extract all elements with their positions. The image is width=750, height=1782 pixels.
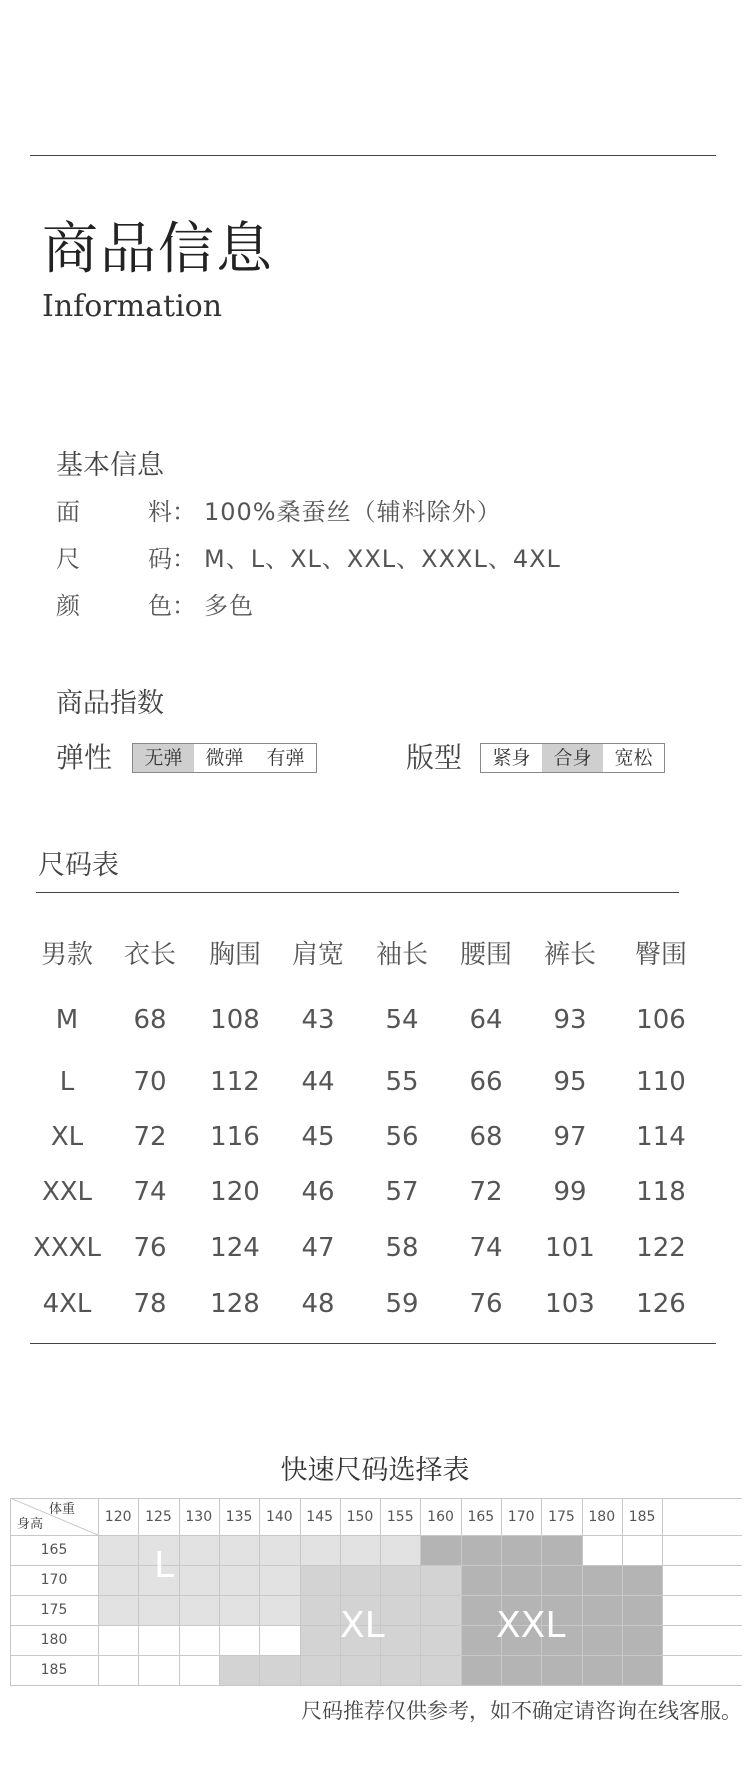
height-header-cell: 185 (40, 1662, 68, 1678)
size-zone-label: XXL (496, 1605, 566, 1646)
basic-info-heading: 基本信息 (56, 450, 164, 481)
table-cell: 72 (469, 1177, 503, 1207)
table-header-cell: 腰围 (459, 940, 512, 970)
grid-line (582, 1498, 583, 1686)
grid-line (461, 1498, 462, 1686)
grid-line (541, 1498, 542, 1686)
table-cell: L (59, 1067, 75, 1097)
info-label: 料： (148, 498, 196, 526)
weight-header-cell: 130 (185, 1509, 213, 1525)
grid-line (300, 1498, 301, 1686)
table-cell: 64 (469, 1005, 503, 1035)
grid-line (662, 1498, 663, 1686)
size-zone-l (98, 1595, 300, 1625)
info-value: M、L、XL、XXL、XXXL、4XL (204, 545, 561, 573)
grid-line (420, 1498, 421, 1686)
info-value: 多色 (204, 592, 254, 620)
table-cell: 74 (469, 1233, 503, 1263)
weight-header-cell: 135 (225, 1509, 253, 1525)
table-cell: 101 (545, 1233, 595, 1263)
fit-option-loose: 宽松 (614, 747, 653, 769)
table-header-cell: 衣长 (123, 940, 176, 970)
weight-axis-label: 体重 (48, 1502, 75, 1517)
quick-select-title: 快速尺码选择表 (280, 1455, 470, 1486)
weight-header-cell: 175 (548, 1509, 575, 1525)
size-zone-l (98, 1565, 300, 1595)
page-title: 商品信息 (42, 217, 274, 282)
grid-line (259, 1498, 260, 1686)
info-label: 颜 (56, 592, 80, 620)
size-chart-heading: 尺码表 (38, 850, 119, 881)
weight-header-cell: 155 (386, 1509, 414, 1525)
table-cell: 68 (133, 1005, 167, 1035)
table-cell: 72 (133, 1122, 167, 1152)
grid-line (340, 1498, 341, 1686)
weight-header-cell: 125 (145, 1509, 172, 1525)
table-cell: M (55, 1005, 79, 1035)
table-header-cell: 袖长 (375, 940, 428, 970)
table-header-cell: 男款 (40, 940, 93, 970)
info-label: 色： (148, 592, 196, 620)
info-label: 面 (56, 498, 80, 526)
grid-line (179, 1498, 180, 1686)
height-header-cell: 175 (40, 1602, 68, 1618)
table-cell: 76 (469, 1289, 503, 1319)
table-cell: 120 (210, 1177, 260, 1207)
product-index-heading: 商品指数 (56, 688, 164, 719)
table-row (30, 1284, 710, 1324)
weight-header-cell: 180 (588, 1509, 616, 1525)
size-chart-bottom-divider (30, 1343, 716, 1344)
elasticity-option-stretch: 有弹 (266, 747, 305, 769)
table-row (30, 1228, 710, 1268)
height-header-cell: 170 (40, 1572, 68, 1588)
table-cell: 58 (385, 1233, 419, 1263)
table-cell: 57 (385, 1177, 419, 1207)
grid-line (10, 1565, 742, 1566)
table-cell: 95 (553, 1067, 587, 1097)
size-zone-empty (98, 1625, 300, 1655)
grid-line (10, 1685, 742, 1686)
table-row (30, 1062, 710, 1102)
table-cell: 55 (385, 1067, 419, 1097)
table-cell: 43 (301, 1005, 335, 1035)
table-cell: 128 (210, 1289, 260, 1319)
size-zone-label: L (154, 1545, 175, 1586)
grid-line (219, 1498, 220, 1686)
grid-line (10, 1535, 742, 1536)
table-cell: 44 (301, 1067, 335, 1097)
size-zone-empty (98, 1655, 219, 1685)
table-header-cell: 臀围 (634, 940, 687, 970)
table-cell: 78 (133, 1289, 167, 1319)
size-zone-label: XL (340, 1605, 385, 1646)
elasticity-label: 弹性 (56, 741, 113, 774)
info-label: 码： (148, 545, 196, 573)
table-header-cell: 裤长 (543, 940, 596, 970)
table-cell: 45 (301, 1122, 335, 1152)
table-cell: 76 (133, 1233, 167, 1263)
table-cell: 126 (636, 1289, 686, 1319)
grid-line (380, 1498, 381, 1686)
table-header-cell: 肩宽 (291, 940, 344, 970)
grid-line (622, 1498, 623, 1686)
table-cell: XL (50, 1122, 84, 1152)
weight-header-cell: 145 (306, 1509, 334, 1525)
table-cell: 124 (210, 1233, 260, 1263)
elasticity-option-slight: 微弹 (205, 747, 244, 769)
grid-line (10, 1655, 742, 1656)
grid-line (138, 1498, 139, 1686)
page-subtitle: Information (42, 289, 223, 324)
table-cell: 56 (385, 1122, 419, 1152)
table-cell: 116 (210, 1122, 260, 1152)
table-row (30, 1117, 710, 1157)
info-label: 尺 (56, 545, 80, 573)
table-cell: 112 (210, 1067, 260, 1097)
table-cell: 70 (133, 1067, 167, 1097)
grid-line (501, 1498, 502, 1686)
elasticity-scale (132, 743, 317, 773)
fit-option-regular: 合身 (542, 744, 603, 772)
weight-header-cell: 185 (628, 1509, 656, 1525)
table-cell: 47 (301, 1233, 335, 1263)
grid-line (10, 1498, 742, 1499)
height-header-cell: 165 (40, 1542, 68, 1558)
table-cell: 59 (385, 1289, 419, 1319)
table-cell: 66 (469, 1067, 503, 1097)
table-cell: 103 (545, 1289, 595, 1319)
table-row (30, 1172, 710, 1212)
weight-header-cell: 165 (467, 1509, 495, 1525)
table-cell: 4XL (42, 1289, 92, 1319)
table-cell: 93 (553, 1005, 587, 1035)
size-zone-xxl (461, 1655, 663, 1685)
table-cell: 54 (385, 1005, 419, 1035)
weight-header-cell: 140 (265, 1509, 293, 1525)
table-cell: 106 (636, 1005, 686, 1035)
top-divider (30, 155, 716, 156)
height-header-cell: 180 (40, 1632, 68, 1648)
table-cell: 46 (301, 1177, 335, 1207)
table-header-cell: 胸围 (208, 940, 261, 970)
table-cell: 99 (553, 1177, 587, 1207)
weight-header-cell: 150 (346, 1509, 374, 1525)
elasticity-option-none: 无弹 (133, 744, 194, 772)
table-cell: 118 (636, 1177, 686, 1207)
table-cell: 74 (133, 1177, 167, 1207)
info-value: 100%桑蚕丝（辅料除外） (204, 498, 502, 526)
weight-header-cell: 120 (104, 1509, 132, 1525)
table-cell: 114 (636, 1122, 686, 1152)
table-cell: 68 (469, 1122, 503, 1152)
grid-line (10, 1595, 742, 1596)
height-axis-label: 身高 (16, 1517, 43, 1532)
table-cell: 108 (210, 1005, 260, 1035)
table-row (30, 1000, 710, 1040)
table-cell: 48 (301, 1289, 335, 1319)
weight-header-cell: 170 (507, 1509, 535, 1525)
grid-line (98, 1498, 99, 1686)
table-cell: 122 (636, 1233, 686, 1263)
size-chart-divider (36, 892, 679, 893)
table-cell: XXXL (33, 1233, 101, 1263)
table-cell: 110 (636, 1067, 686, 1097)
fit-label: 版型 (406, 741, 463, 774)
size-zone-xxl (461, 1565, 663, 1595)
fit-scale (480, 743, 665, 773)
weight-header-cell: 160 (427, 1509, 454, 1525)
fit-option-tight: 紧身 (492, 747, 531, 769)
table-cell: 97 (553, 1122, 587, 1152)
recommendation-note: 尺码推荐仅供参考，如不确定请咨询在线客服。 (301, 1699, 742, 1723)
table-header-row (30, 935, 710, 975)
quick-select-grid (10, 1498, 742, 1686)
table-cell: XXL (41, 1177, 93, 1207)
